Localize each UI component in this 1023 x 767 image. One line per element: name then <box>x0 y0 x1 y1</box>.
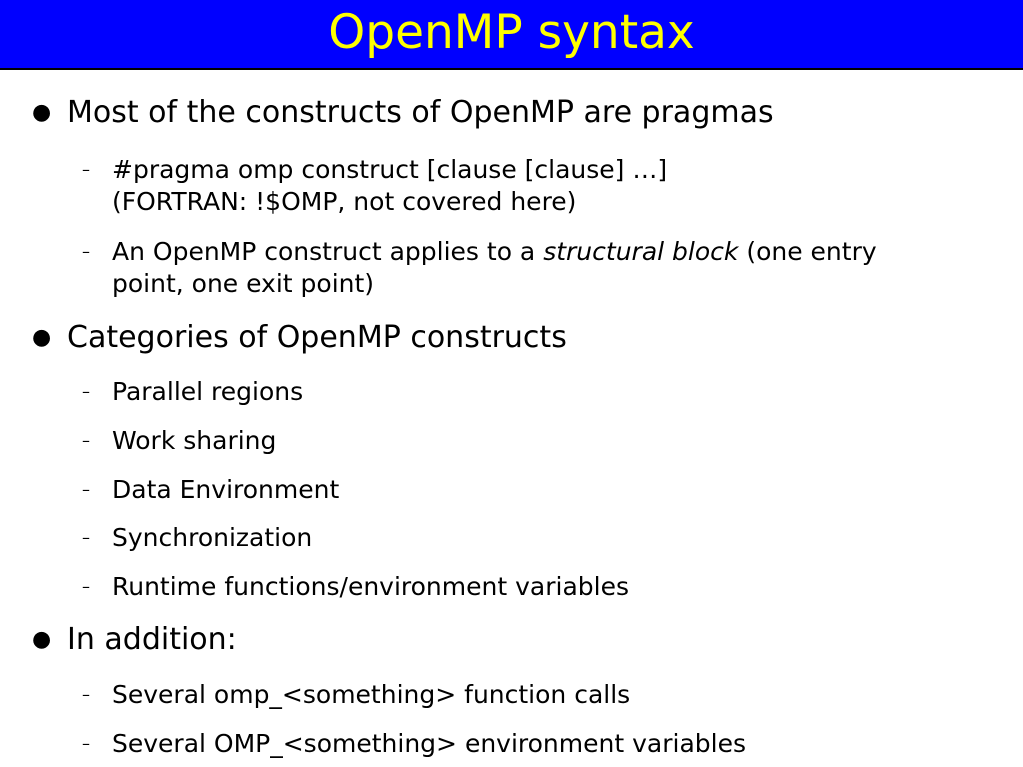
dash-icon: – <box>82 431 90 450</box>
sub-bullet-emphasis: structural block <box>543 237 739 266</box>
sub-bullet-text-continued: (FORTRAN: !$OMP, not covered here) <box>112 187 577 216</box>
sub-bullet-text: Runtime functions/environment variables <box>112 572 629 601</box>
bullet-text: In addition: <box>67 622 237 657</box>
dash-icon: – <box>82 382 90 401</box>
sub-bullet-text: #pragma omp construct [clause [clause] …] <box>112 155 668 184</box>
bullet-dot-icon: ● <box>32 100 52 125</box>
sub-bullet-text: Data Environment <box>112 475 340 504</box>
sub-bullet-text: Several omp_<something> function calls <box>112 680 631 709</box>
dash-icon: – <box>82 528 90 547</box>
dash-icon: – <box>82 480 90 499</box>
sub-bullet-text: Parallel regions <box>112 377 304 406</box>
dash-icon: – <box>82 734 90 753</box>
slide-title: OpenMP syntax <box>328 5 695 60</box>
sub-bullet-text-continued: point, one exit point) <box>112 269 375 298</box>
bullet-text: Categories of OpenMP constructs <box>67 320 567 355</box>
bullet-text: Most of the constructs of OpenMP are pragmas <box>67 95 774 130</box>
sub-bullet-text-after: (one entry <box>738 237 877 266</box>
bullet-dot-icon: ● <box>32 325 52 350</box>
dash-icon: – <box>82 577 90 596</box>
sub-bullet-text: Work sharing <box>112 426 277 455</box>
sub-bullet-text: Synchronization <box>112 523 313 552</box>
sub-bullet-text: An OpenMP construct applies to a <box>112 237 544 266</box>
sub-bullet-text: Several OMP_<something> environment variables <box>112 729 746 758</box>
dash-icon: – <box>82 160 90 179</box>
title-bar <box>0 0 1023 70</box>
bullet-dot-icon: ● <box>32 627 52 652</box>
dash-icon: – <box>82 685 90 704</box>
dash-icon: – <box>82 242 90 261</box>
